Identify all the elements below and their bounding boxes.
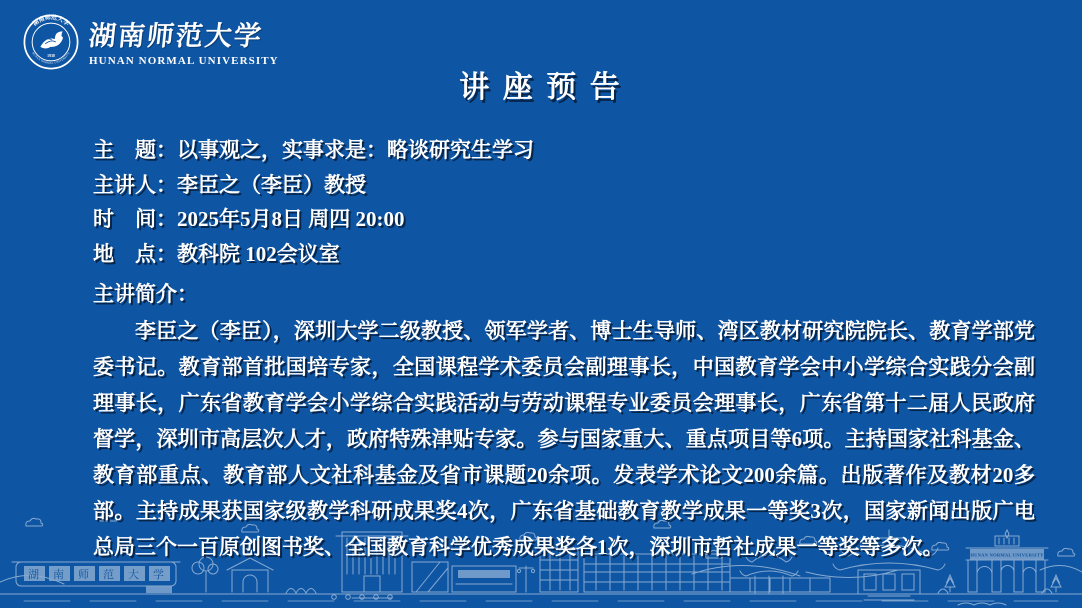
info-label: 时 间： <box>93 207 177 231</box>
info-value: 教科院 102会议室 <box>177 241 340 266</box>
seal-year: 1938 <box>47 53 55 58</box>
info-value: 以事观之，实事求是：略谈研究生学习 <box>177 138 534 162</box>
info-label: 地 点： <box>93 241 177 266</box>
info-row-location <box>93 237 534 272</box>
seal-bird-icon <box>40 31 63 48</box>
info-row-speaker <box>93 168 534 203</box>
info-value: 2025年5月8日 周四 20:00 <box>177 207 405 231</box>
seal-bottom-text: HUNAN NORMAL UNIVERSITY <box>31 51 71 65</box>
skyline-gate-sign: 湖南师范大学 <box>28 569 178 581</box>
info-value: 李臣之（李臣）教授 <box>177 172 366 197</box>
info-row-time <box>93 202 534 237</box>
lecture-info-list <box>93 133 534 271</box>
info-label: 主讲人： <box>93 172 177 197</box>
info-label: 主 题： <box>93 138 177 162</box>
bio-paragraph: 李臣之（李臣），深圳大学二级教授、领军学者、博士生导师、湾区教材研究院院长、教育学部党委书记。教育部首批国培专家，全国课程学术委员会副理事长，中国教育学会中小学综合实践分会副理事长，广东省教育学会小学综合实践活动与劳动课程专业委员会理事长，广东省第十二届人民政府督学，深圳市高层次人才，政府特殊津贴专家。参与国家重大、重点项目等6项。主持国家社科基金、教育部重点、教育部人文社科基金及省市课题20余项。发表学术论文200余篇。出版著作及教材20多部。主持成果获国家级教学科研成果奖4次，广东省基础教育教学成果一等奖3次，国家新闻出版广电总局三个一百原创图书奖、全国教育科学优秀成果奖各1次，深圳市哲社成果一等奖等多次。 <box>93 319 1035 559</box>
info-row-topic <box>93 133 534 168</box>
bio-heading: 主讲简介： <box>93 282 198 306</box>
university-name-en: HUNAN NORMAL UNIVERSITY <box>89 55 279 67</box>
skyline-arch-sign: HUNAN NORMAL UNIVERSITY <box>970 552 1044 558</box>
university-name-cn: 湖南师范大学 <box>87 21 265 51</box>
seal-top-text: 湖南师范大学 <box>32 15 70 28</box>
page-title: 讲 座 预 告 <box>459 71 623 104</box>
